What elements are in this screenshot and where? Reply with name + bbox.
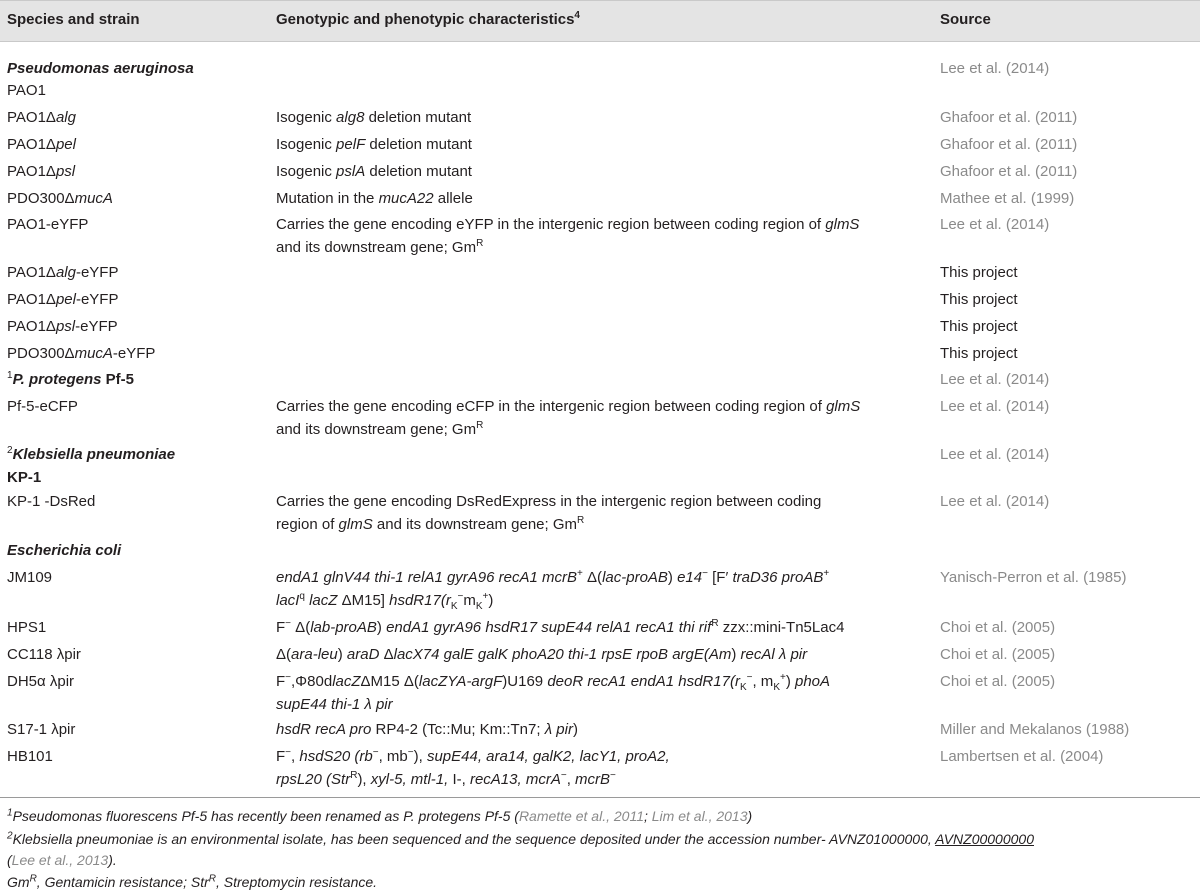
superscript: R: [476, 238, 484, 249]
source-cell: Lambertsen et al. (2004): [940, 748, 1104, 765]
gene: phoA20: [512, 646, 568, 663]
footnote-1: [7, 806, 752, 827]
characteristics-cell: [276, 160, 472, 183]
strain-name: KP-1: [7, 469, 42, 486]
gene-name: glmS: [826, 398, 861, 415]
superscript: −: [407, 747, 414, 758]
char-text: Isogenic: [276, 109, 337, 126]
gene: recA13,: [469, 771, 526, 788]
geno-text: Δ(: [276, 646, 292, 663]
genotype-cc118: [276, 643, 807, 666]
accession-link[interactable]: AVNZ00000000: [935, 831, 1034, 847]
gene: hsdR17(r: [678, 673, 740, 690]
gene: gyrA96: [433, 619, 486, 636]
strain-cell: HB101: [7, 748, 53, 765]
footnote-text: , Streptomycin resistance.: [215, 874, 378, 890]
geno-text: , m: [752, 673, 774, 690]
geno-text: ΔM15 Δ(: [360, 673, 419, 690]
source-cell: Mathee et al. (1999): [940, 190, 1075, 207]
superscript: R: [208, 873, 216, 885]
gene: gyrA96: [446, 569, 499, 586]
geno-text: Δ: [383, 646, 394, 663]
source-cell: Choi et al. (2005): [940, 673, 1056, 690]
gene: recAl: [740, 646, 779, 663]
delta-symbol: Δ: [64, 345, 75, 362]
gene: pro: [349, 721, 376, 738]
gene: lacI: [276, 592, 300, 609]
gene: mtl-1,: [410, 771, 453, 788]
strain-cell: [7, 106, 76, 129]
geno-text: zzx::mini-Tn5Lac4: [718, 619, 845, 636]
gene: supE44: [276, 696, 332, 713]
gene: lacZ: [332, 673, 361, 690]
gene: glnV44: [323, 569, 375, 586]
header-footnote-4: 4: [574, 10, 580, 21]
superscript: R: [29, 873, 37, 885]
citation-link[interactable]: Lee et al., 2013: [11, 852, 109, 868]
gene: λ pir: [778, 646, 808, 663]
gene: lacZYA-argF: [418, 673, 503, 690]
strain-name: PAO1: [7, 109, 46, 126]
gene: hsdR17(r: [389, 592, 451, 609]
source-cell: Miller and Mekalanos (1988): [940, 721, 1130, 738]
geno-text: ): [337, 646, 347, 663]
gene-name: alg: [55, 109, 76, 126]
gene: hsdS20 (rb: [299, 748, 373, 765]
gene: mcrB: [575, 771, 611, 788]
delta-symbol: Δ: [64, 190, 75, 207]
strain-name: PDO300: [7, 190, 65, 207]
source-cell: Lee et al. (2014): [940, 371, 1050, 388]
gene: lacZ: [309, 592, 338, 609]
geno-text: ): [785, 673, 795, 690]
char-text: and its downstream gene; Gm: [372, 516, 577, 533]
footnote-text: ): [747, 808, 753, 824]
geno-text: ,: [291, 748, 300, 765]
characteristics-cell: [276, 133, 472, 156]
gene: endA1: [386, 619, 434, 636]
gene: relA1: [407, 569, 447, 586]
gene: galK2,: [532, 748, 580, 765]
geno-text: F: [276, 673, 286, 690]
strain-cell: [7, 133, 76, 156]
geno-text: Δ(: [291, 619, 311, 636]
strain-name: PAO1: [7, 318, 46, 335]
gene-name: pslA: [336, 163, 366, 180]
footnote-abbrev: [7, 872, 377, 893]
gene: lab-proAB: [310, 619, 377, 636]
group-klebsiella-pneumoniae: [7, 443, 175, 489]
gene-name: mucA: [74, 190, 113, 207]
gene: Am: [708, 646, 732, 663]
strain-cell: [7, 342, 155, 365]
gene: thi-1: [374, 569, 408, 586]
strain-cell: S17-1 λpir: [7, 721, 76, 738]
gene: proA2,: [625, 748, 670, 765]
superscript: +: [779, 672, 786, 683]
source-cell: This project: [940, 264, 1018, 281]
char-text: Carries the gene encoding eYFP in the intergenic region between coding region of: [276, 216, 826, 233]
gene-name: pelF: [336, 136, 366, 153]
gene: traD36: [732, 569, 782, 586]
strain-cell: HPS1: [7, 619, 47, 636]
gene: deoR: [547, 673, 588, 690]
superscript: −: [372, 747, 379, 758]
gene: araD: [346, 646, 384, 663]
gene: thi-1: [331, 696, 365, 713]
header-source: Source: [940, 11, 991, 28]
subscript: K: [475, 601, 483, 612]
gene: thi-1: [567, 646, 602, 663]
genotype-jm109: [276, 566, 829, 612]
group-escherichia-coli: Escherichia coli: [7, 542, 122, 559]
source-cell: Lee et al. (2014): [940, 446, 1050, 463]
strain-suffix: -eYFP: [75, 264, 119, 281]
source-cell: This project: [940, 318, 1018, 335]
delta-symbol: Δ: [45, 136, 56, 153]
superscript: −: [285, 672, 292, 683]
geno-text: )U169: [502, 673, 548, 690]
source-cell: Yanisch-Perron et al. (1985): [940, 569, 1127, 586]
gene: phoA: [795, 673, 831, 690]
source-cell: This project: [940, 345, 1018, 362]
superscript: R: [350, 770, 358, 781]
characteristics-cell: [276, 213, 859, 259]
source-cell: Ghafoor et al. (2011): [940, 109, 1078, 126]
gene: rpsL20 (Str: [276, 771, 351, 788]
strain-cell: [7, 160, 75, 183]
gene: galK: [477, 646, 513, 663]
gene: endA1: [276, 569, 324, 586]
characteristics-cell: [276, 395, 860, 441]
genotype-hb101: [276, 745, 670, 791]
gene-name: mucA22: [378, 190, 434, 207]
strain-cell: [7, 187, 113, 210]
char-text: region of: [276, 516, 339, 533]
char-text: and its downstream gene; Gm: [276, 421, 477, 438]
strain-cell: [7, 288, 118, 311]
footnote-marker: 1: [7, 370, 13, 381]
geno-text: F: [276, 748, 286, 765]
species-name: Klebsiella pneumoniae: [12, 446, 176, 463]
footnote-text: Gm: [7, 874, 30, 890]
source-cell: Lee et al. (2014): [940, 60, 1050, 77]
superscript: R: [577, 515, 585, 526]
strain-cell: DH5α λpir: [7, 673, 75, 690]
gene: hsdR: [276, 721, 316, 738]
header-characteristics-text: Genotypic and phenotypic characteristics: [276, 11, 575, 28]
source-cell: Ghafoor et al. (2011): [940, 136, 1078, 153]
characteristics-cell: [276, 187, 473, 210]
char-text: Carries the gene encoding DsRedExpress in the intergenic region between coding: [276, 493, 822, 510]
geno-text: ): [731, 646, 741, 663]
gene: hsdR17: [485, 619, 542, 636]
source-cell: Lee et al. (2014): [940, 398, 1050, 415]
char-text: allele: [433, 190, 473, 207]
gene: galE: [443, 646, 478, 663]
superscript: −: [457, 591, 464, 602]
footnote-text: Pseudomonas fluorescens Pf-5 has recently been renamed as P. protegens Pf-5 (: [12, 808, 519, 824]
char-text: deletion mutant: [364, 109, 472, 126]
strain-cell: JM109: [7, 569, 53, 586]
superscript: −: [285, 618, 292, 629]
subscript: K: [739, 682, 747, 693]
delta-symbol: Δ: [45, 163, 56, 180]
strain-cell: PAO1: [7, 82, 46, 99]
superscript: +: [823, 568, 830, 579]
source-cell: This project: [940, 291, 1018, 308]
gene: argE(: [672, 646, 709, 663]
subscript: K: [450, 601, 458, 612]
gene: recA: [315, 721, 350, 738]
citation-link[interactable]: Lim et al., 2013: [651, 808, 748, 824]
group-p-protegens: [7, 368, 134, 391]
gene: lac-proAB: [602, 569, 668, 586]
gene: mcrA: [525, 771, 561, 788]
superscript: −: [285, 747, 292, 758]
strain-cell: CC118 λpir: [7, 646, 81, 663]
genotype-s17: [276, 718, 578, 741]
char-text: and its downstream gene; Gm: [276, 239, 477, 256]
delta-symbol: Δ: [45, 109, 56, 126]
geno-text: ,: [566, 771, 576, 788]
geno-text: ΔM15]: [337, 592, 390, 609]
char-text: deletion mutant: [365, 163, 472, 180]
gene: supE44: [541, 619, 597, 636]
superscript: +: [482, 591, 489, 602]
gene: ara14,: [486, 748, 533, 765]
gene: endA1: [630, 673, 679, 690]
gene: rpsE: [601, 646, 637, 663]
subscript: K: [773, 682, 780, 693]
gene: recA1: [498, 569, 543, 586]
char-text: Mutation in the: [276, 190, 379, 207]
gene: λ pir: [364, 696, 393, 713]
characteristics-cell: [276, 106, 471, 129]
geno-text: , mb: [378, 748, 408, 765]
strain-name: PAO1: [7, 136, 46, 153]
superscript: R: [476, 420, 484, 431]
superscript: R: [711, 618, 719, 629]
header-species-strain: Species and strain: [7, 11, 140, 28]
gene: xyl-5,: [370, 771, 411, 788]
superscript: −: [560, 770, 567, 781]
footnote-marker: 1: [7, 807, 13, 819]
gene: recA1: [587, 673, 631, 690]
gene-name: glmS: [338, 516, 373, 533]
geno-text: m: [463, 592, 476, 609]
footnote-text: Klebsiella pneumoniae is an environmental isolate, has been sequenced and the sequence deposited under the accession number- AVNZ01000000,: [12, 831, 936, 847]
superscript: −: [610, 770, 616, 781]
char-text: Isogenic: [276, 136, 337, 153]
gene: recA1: [635, 619, 679, 636]
geno-text: ),: [357, 771, 371, 788]
strain-name: PAO1: [7, 264, 46, 281]
geno-text: F: [276, 619, 286, 636]
geno-text: ): [488, 592, 494, 609]
gene: e14: [677, 569, 703, 586]
gene: lacY1,: [579, 748, 626, 765]
superscript: +: [577, 568, 583, 579]
strain-cell: Pf-5-eCFP: [7, 398, 78, 415]
geno-text: ): [667, 569, 678, 586]
superscript: q: [299, 591, 305, 602]
char-text: Carries the gene encoding eCFP in the intergenic region between coding region of: [276, 398, 827, 415]
gene-name: alg: [55, 264, 76, 281]
characteristics-cell: [276, 490, 821, 536]
geno-text: I-,: [452, 771, 470, 788]
strain-cell: [7, 315, 118, 338]
footnote-2: [7, 829, 1034, 850]
geno-text: ),: [413, 748, 427, 765]
gene: thi rif: [678, 619, 712, 636]
gene-name: pel: [55, 136, 76, 153]
genotype-hps1: [276, 616, 844, 639]
citation-link[interactable]: Ramette et al., 2011: [518, 808, 644, 824]
char-text: deletion mutant: [365, 136, 472, 153]
source-cell: Lee et al. (2014): [940, 216, 1050, 233]
footnote-marker: 2: [7, 445, 13, 456]
strain-name: Pf-5: [101, 371, 134, 388]
superscript: −: [746, 672, 753, 683]
strain-cell: [7, 261, 118, 284]
footnote-text: ).: [108, 852, 117, 868]
table-bottom-rule: [0, 797, 1200, 798]
species-name: P. protegens: [12, 371, 102, 388]
source-cell: Ghafoor et al. (2011): [940, 163, 1078, 180]
table-header: [0, 0, 1200, 42]
group-pseudomonas-aeruginosa: Pseudomonas aeruginosa: [7, 60, 194, 77]
gene-name: mucA: [74, 345, 113, 362]
gene-name: glmS: [825, 216, 860, 233]
delta-symbol: Δ: [45, 318, 56, 335]
genotype-dh5a: [276, 670, 830, 716]
gene: lacX74: [393, 646, 444, 663]
gene: ara-leu: [291, 646, 338, 663]
gene-name: pel: [55, 291, 76, 308]
gene-name: psl: [55, 318, 76, 335]
strain-name: PAO1: [7, 163, 46, 180]
delta-symbol: Δ: [45, 264, 56, 281]
delta-symbol: Δ: [45, 291, 56, 308]
footnote-marker: 2: [7, 830, 13, 842]
gene: rpoB: [636, 646, 673, 663]
strain-suffix: -eYFP: [75, 318, 118, 335]
footnote-2-cont: [7, 850, 117, 871]
char-text: Isogenic: [276, 163, 337, 180]
gene-name: psl: [55, 163, 76, 180]
strain-cell: KP-1 -DsRed: [7, 493, 96, 510]
geno-text: ,Φ80d: [291, 673, 333, 690]
geno-text: [F′: [707, 569, 733, 586]
strain-suffix: -eYFP: [75, 291, 119, 308]
gene: mcrB: [542, 569, 578, 586]
strain-name: PDO300: [7, 345, 65, 362]
strain-suffix: -eYFP: [112, 345, 156, 362]
gene: λ pir: [544, 721, 573, 738]
gene: proAB: [781, 569, 824, 586]
footnote-text: ;: [643, 808, 652, 824]
source-cell: Lee et al. (2014): [940, 493, 1050, 510]
footnote-text: (: [7, 852, 12, 868]
geno-text: ): [376, 619, 387, 636]
geno-text: ): [572, 721, 578, 738]
source-cell: Choi et al. (2005): [940, 619, 1056, 636]
strain-cell: PAO1-eYFP: [7, 216, 89, 233]
geno-text: Δ(: [582, 569, 603, 586]
strain-name: PAO1: [7, 291, 46, 308]
superscript: −: [702, 568, 708, 579]
source-cell: Choi et al. (2005): [940, 646, 1056, 663]
gene: relA1: [596, 619, 636, 636]
header-characteristics: [276, 11, 580, 28]
geno-text: RP4-2 (Tc::Mu; Km::Tn7;: [375, 721, 545, 738]
gene: supE44,: [426, 748, 487, 765]
footnote-text: , Gentamicin resistance; Str: [36, 874, 209, 890]
gene-name: alg8: [336, 109, 365, 126]
